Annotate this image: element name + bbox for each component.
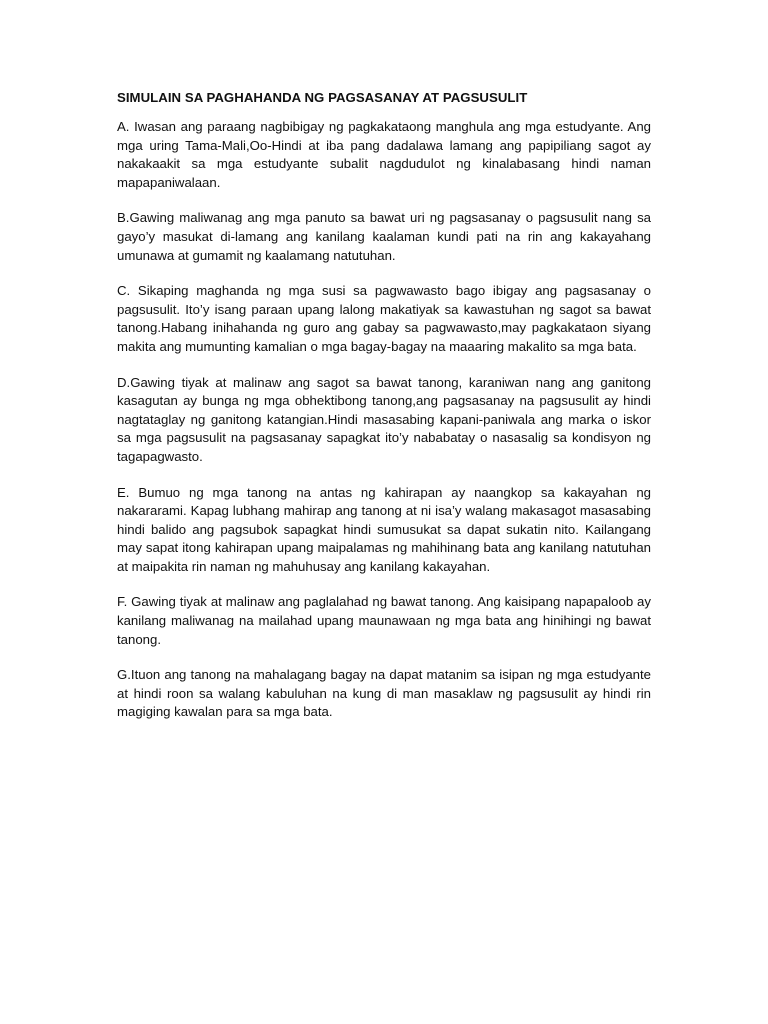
document-page: [117, 88, 651, 739]
paragraph-f: F. Gawing tiyak at malinaw ang paglalahad ng bawat tanong. Ang kaisipang napapaloob ay kanilang maliwanag na mailahad upang maunawaan ng mga bata ang hinihingi ng bawat tanong.: [117, 594, 651, 647]
paragraph-d: D.Gawing tiyak at malinaw ang sagot sa bawat tanong, karaniwan nang ang ganitong kasagutan ay bunga ng mga obhektibong tanong,ang pagsasanay na pagsusulit ay hindi nagtataglay ng ganitong katangian.Hindi masasabing kapani-paniwala ang marka o iskor sa mga pagsusulit na pagsasanay sapagkat ito’y nababatay o nasasalig sa kondisyon ng tagapagwasto.: [117, 374, 651, 464]
paragraph-g: G.Ituon ang tanong na mahalagang bagay na dapat matanim sa isipan ng mga estudyante at hindi roon sa walang kabuluhan na kung di man masaklaw ng pagsusulit ay hindi rin magiging kawalan para sa mga bata.: [117, 667, 651, 720]
paragraph-c: C. Sikaping maghanda ng mga susi sa pagwawasto bago ibigay ang pagsasanay o pagsusulit. Ito’y isang paraan upang lalong makatiyak sa kawastuhan ng sagot sa bawat tanong.Habang inihahanda ng guro ang gabay sa pagwawasto,may pagkakataon siyang makita ang mumunting kamalian o mga bagay-bagay na maaaring makalito sa mga bata.: [117, 283, 651, 354]
paragraph-e: E. Bumuo ng mga tanong na antas ng kahirapan ay naangkop sa kakayahan ng nakararami. Kapag lubhang mahirap ang tanong at ni isa’y walang makasagot masasabing hindi balido ang pagsubok sapagkat hindi sumusukat sa dapat sukatin nito. Kailangang may sapat itong kahirapan upang maipalamas ng mahihinang bata ang kanilang natutuhan at maipakita rin naman ng mahuhusay ang kanilang kakayahan.: [117, 484, 651, 574]
paragraph-b: B.Gawing maliwanag ang mga panuto sa bawat uri ng pagsasanay o pagsusulit nang sa gayo’y masukat di-lamang ang kanilang kaalaman kundi pati na rin ang kakayahang umunawa at gumamit ng kaalamang natutuhan.: [117, 210, 651, 263]
paragraph-a: A. Iwasan ang paraang nagbibigay ng pagkakataong manghula ang mga estudyante. Ang mga uring Tama-Mali,Oo-Hindi at iba pang dadalawa lamang ang papipiliang sagot ay nakakaakit sa mga estudyante subalit nagdudulot ng kinalabasang hindi naman mapapaniwalaan.: [117, 119, 651, 190]
document-title: SIMULAIN SA PAGHAHANDA NG PAGSASANAY AT PAGSUSULIT: [117, 90, 528, 105]
